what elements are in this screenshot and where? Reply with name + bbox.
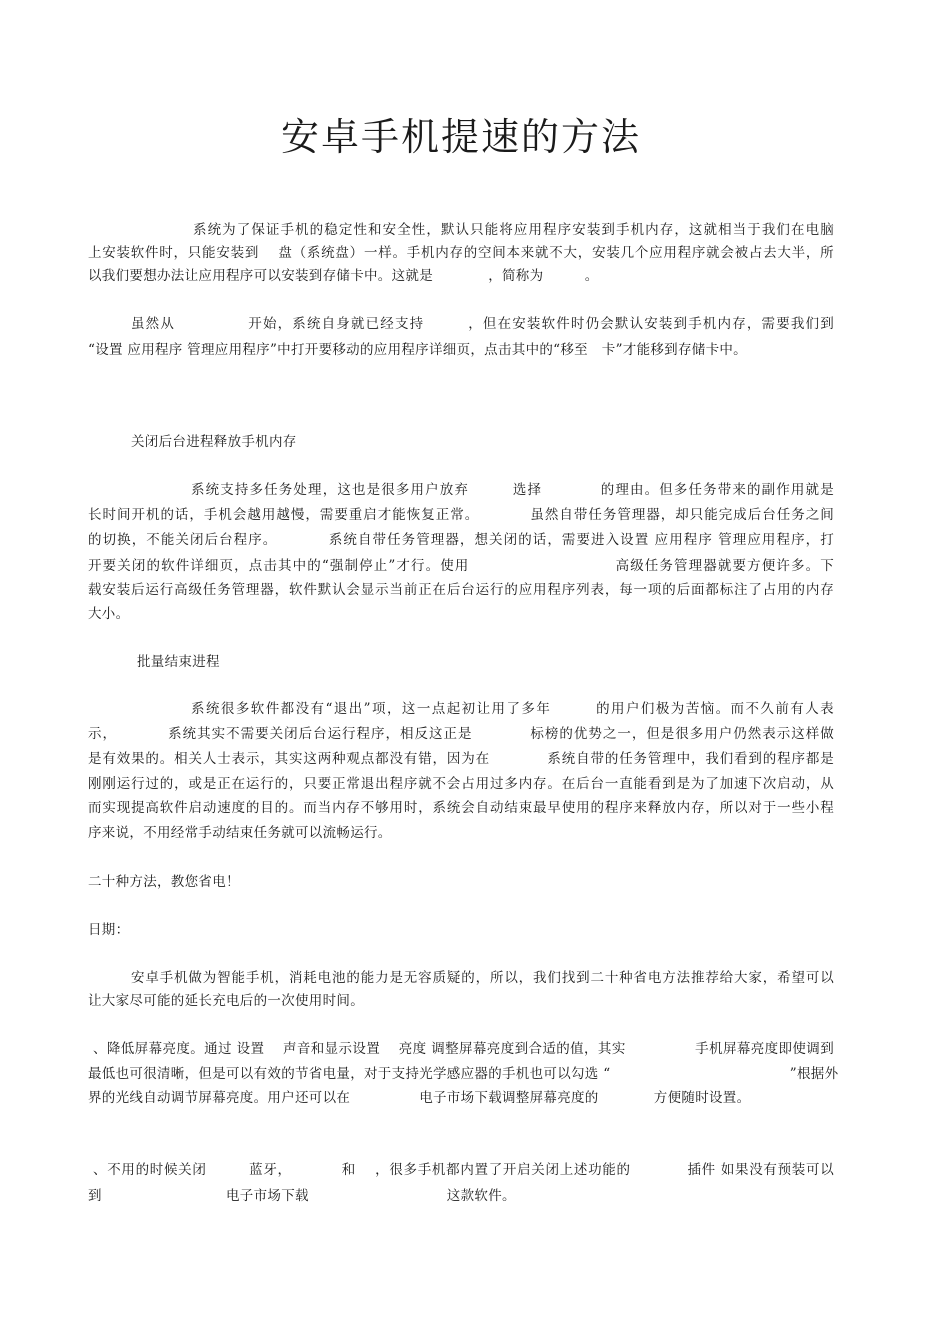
paragraph-4-line-4: 刚刚运行过的，或是正在运行的，只要正常退出程序就不会占用过多内存。在后台一直能看到是为了加速下次启动，从 xyxy=(88,776,834,792)
paragraph-7-line-1: 、不用的时候关闭 蓝牙， 和 ，很多手机都内置了开启关闭上述功能的 插件 如果没有预装可以 xyxy=(93,1162,834,1178)
paragraph-7-line-2: 到 电子市场下载 这款软件。 xyxy=(88,1188,516,1204)
paragraph-3-line-1: 系统支持多任务处理，这也是很多用户放弃 选择 的理由。但多任务带来的副作用就是 xyxy=(191,482,834,498)
date-label: 日期： xyxy=(88,922,130,938)
paragraph-4-line-3: 是有效果的。相关人士表示，其实这两种观点都没有错，因为在 系统自带的任务管理中，我们看到的程序都是 xyxy=(88,751,834,767)
paragraph-3-line-3: 的切换，不能关闭后台程序。 系统自带任务管理器，想关闭的话，需要进入设置 应用程序 管理应用程序，打 xyxy=(88,532,834,548)
paragraph-4-line-1: 系统很多软件都没有“退出”项，这一点起初让用了多年 的用户们极为苦恼。而不久前有人表 xyxy=(191,701,834,717)
paragraph-3-line-4: 开要关闭的软件详细页，点击其中的“强制停止”才行。使用 高级任务管理器就要方便许多。下 xyxy=(88,558,834,574)
paragraph-6-line-3: 界的光线自动调节屏幕亮度。用户还可以在 电子市场下载调整屏幕亮度的 方便随时设置。 xyxy=(88,1090,751,1106)
paragraph-4-line-6: 序来说，不用经常手动结束任务就可以流畅运行。 xyxy=(88,825,392,841)
paragraph-4-line-2: 示， 系统其实不需要关闭后台运行程序，相反这正是 标榜的优势之一，但是很多用户仍然表示这样做 xyxy=(88,726,834,742)
paragraph-3-line-5: 载安装后运行高级任务管理器，软件默认会显示当前正在后台运行的应用程序列表，每一项的后面都标注了占用的内存 xyxy=(88,582,834,598)
paragraph-3-line-6: 大小。 xyxy=(88,606,130,622)
paragraph-2-line-1: 虽然从 开始，系统自身就已经支持 ，但在安装软件时仍会默认安装到手机内存，需要我们到 xyxy=(131,316,834,332)
document-title: 安卓手机提速的方法 xyxy=(280,115,641,159)
paragraph-6-line-2: 最低也可很清晰，但是可以有效的节省电量，对于支持光学感应器的手机也可以勾选 “ ”根据外 xyxy=(88,1066,839,1082)
paragraph-3-line-2: 长时间开机的话，手机会越用越慢，需要重启才能恢复正常。 虽然自带任务管理器，却只能完成后台任务之间 xyxy=(88,507,834,523)
heading-batch-end: 批量结束进程 xyxy=(137,654,220,670)
paragraph-6-line-1: 、降低屏幕亮度。通过 设置 声音和显示设置 亮度 调整屏幕亮度到合适的值，其实 手机屏幕亮度即使调到 xyxy=(93,1041,834,1057)
paragraph-1-line-3: 以我们要想办法让应用程序可以安装到存储卡中。这就是 ，简称为 。 xyxy=(88,268,599,284)
paragraph-5-line-2: 让大家尽可能的延长充电后的一次使用时间。 xyxy=(88,993,364,1009)
paragraph-1-line-2: 上安装软件时，只能安装到 盘（系统盘）一样。手机内存的空间本来就不大，安装几个应用程序就会被占去大半，所 xyxy=(88,245,834,261)
paragraph-5-line-1: 安卓手机做为智能手机，消耗电池的能力是无容质疑的，所以，我们找到二十种省电方法推荐给大家，希望可以 xyxy=(131,970,834,986)
paragraph-1-line-1: 系统为了保证手机的稳定性和安全性，默认只能将应用程序安装到手机内存，这就相当于我们在电脑 xyxy=(193,222,834,238)
paragraph-2-line-2: “设置 应用程序 管理应用程序”中打开要移动的应用程序详细页，点击其中的“移至 卡”才能移到存储卡中。 xyxy=(88,342,747,358)
heading-power-saving: 二十种方法，教您省电！ xyxy=(88,874,240,890)
paragraph-4-line-5: 而实现提高软件启动速度的目的。而当内存不够用时，系统会自动结束最早使用的程序来释放内存，所以对于一些小程 xyxy=(88,800,834,816)
heading-close-background: 关闭后台进程释放手机内存 xyxy=(131,434,297,450)
